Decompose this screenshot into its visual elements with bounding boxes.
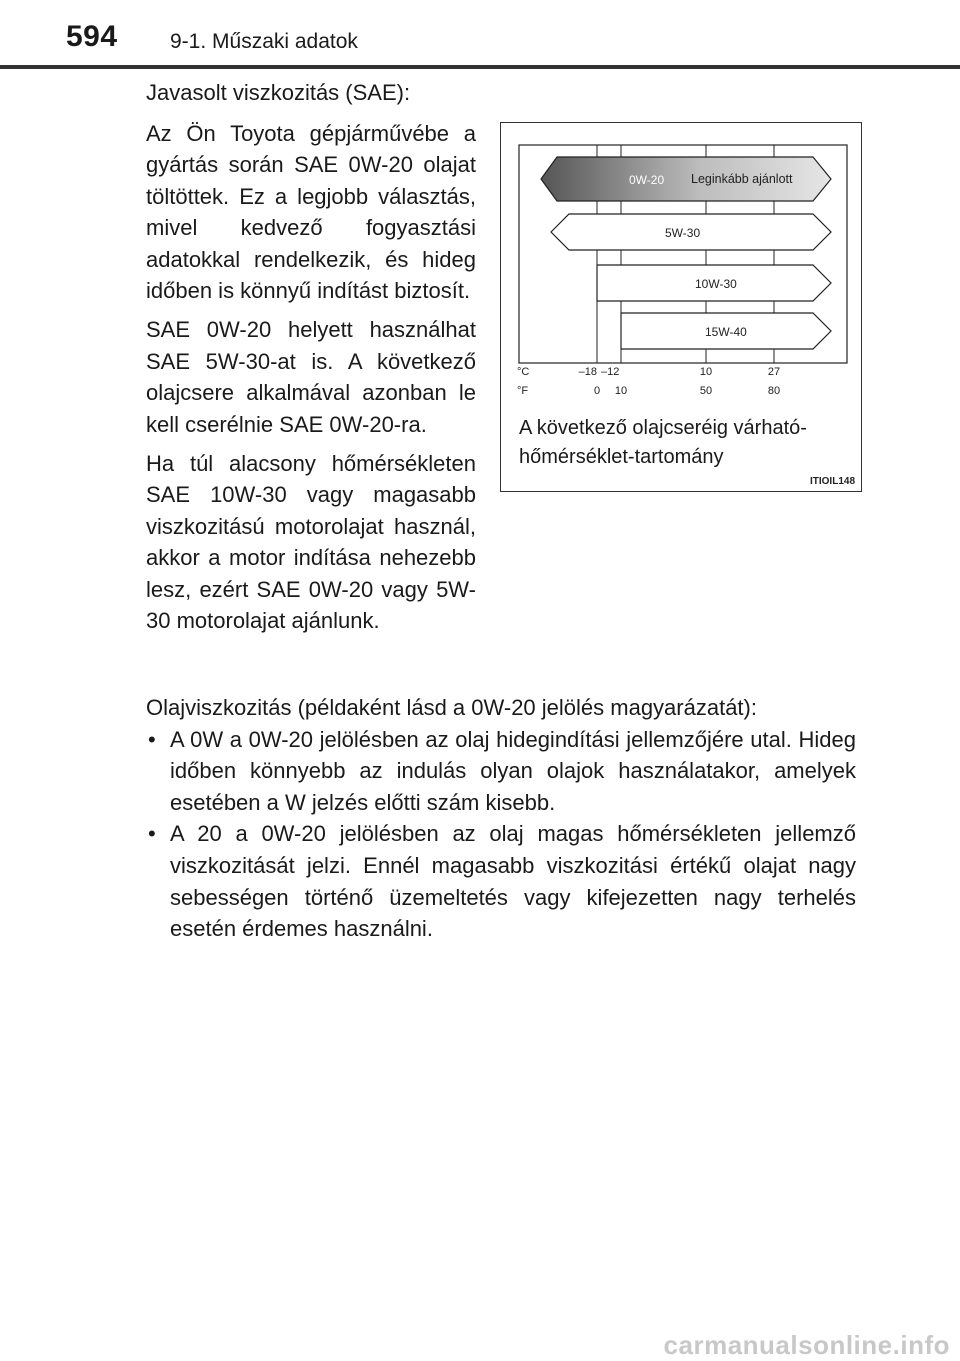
fahrenheit-unit-label: °F — [517, 385, 529, 397]
celsius-tick: –18 — [578, 366, 597, 378]
header-rule — [0, 65, 960, 69]
oil-label-10w30: 10W-30 — [695, 277, 737, 291]
figure-caption — [519, 414, 849, 472]
section-title: 9-1. Műszaki adatok — [170, 30, 358, 53]
explanation-intro: Olajviszkozitás (példaként lásd a 0W-20 jelölés magyarázatát): — [146, 695, 757, 720]
oil-label-5w30: 5W-30 — [665, 226, 701, 240]
viscosity-explanation — [146, 692, 856, 945]
celsius-tick: 10 — [699, 366, 713, 378]
celsius-tick: –12 — [601, 366, 620, 378]
figure-code: ITIOIL148 — [809, 476, 855, 487]
bullet-glyph: • — [148, 726, 156, 752]
bullet-glyph: • — [148, 821, 156, 847]
oil-label-15w40: 15W-40 — [705, 325, 747, 339]
watermark: carmanualsonline.info — [663, 1330, 950, 1360]
viscosity-heading: Javasolt viszkozitás (SAE): — [146, 80, 411, 105]
recommended-note: Leginkább ajánlott — [691, 172, 793, 186]
page-number: 594 — [66, 20, 118, 53]
figure-caption-line: A következő olajcseréig várható- — [519, 417, 807, 439]
oil-label-0w20: 0W-20 — [629, 173, 665, 187]
bullet-text: A 0W a 0W-20 jelölésben az olaj hidegindítási jellemzőjére utal. Hideg időben könnyebb az indulás olyan olajok használatakor, amelyek esetében a W jelzés előtti szám kisebb. — [170, 726, 856, 815]
celsius-tick: 27 — [767, 366, 781, 378]
paragraph-low-temperature: Ha túl alacsony hőmérsékleten SAE 10W-30 vagy magasabb viszkozitású motorolajat használ, akkor a motor indítása nehezebb lesz, ezért SAE 0W-20 vagy 5W-30 motorolajat ajánlunk. — [146, 451, 476, 634]
bullet-item — [146, 818, 856, 944]
left-column-text — [146, 118, 476, 645]
celsius-unit-label: °C — [517, 366, 530, 378]
paragraph-alternative-oil: SAE 0W-20 helyett használhat SAE 5W-30-at is. A következő olajcsere alkalmával azonban le kell cserélnie SAE 0W-20-ra. — [146, 317, 476, 437]
paragraph-factory-oil: Az Ön Toyota gépjárművébe a gyártás során SAE 0W-20 olajat töltöttek. Ez a legjobb választás, mivel kedvező fogyasztási adatokkal rendelkezik, és hideg időben is könnyű indítást biztosít. — [146, 121, 476, 304]
fahrenheit-tick: 10 — [614, 385, 628, 397]
fahrenheit-tick: 0 — [593, 385, 601, 397]
oil-viscosity-figure — [500, 122, 862, 492]
fahrenheit-tick: 50 — [699, 385, 713, 397]
bullet-item — [146, 724, 856, 819]
fahrenheit-tick: 80 — [767, 385, 781, 397]
bullet-text: A 20 a 0W-20 jelölésben az olaj magas hőmérsékleten jellemző viszkozitását jelzi. Ennél magasabb viszkozitási értékű olajat nagy sebességen történő üzemeltetés vagy kifejezetten nagy terhelés esetén érdemes használni. — [170, 821, 856, 942]
figure-caption-line: hőmérséklet-tartomány — [519, 446, 724, 468]
